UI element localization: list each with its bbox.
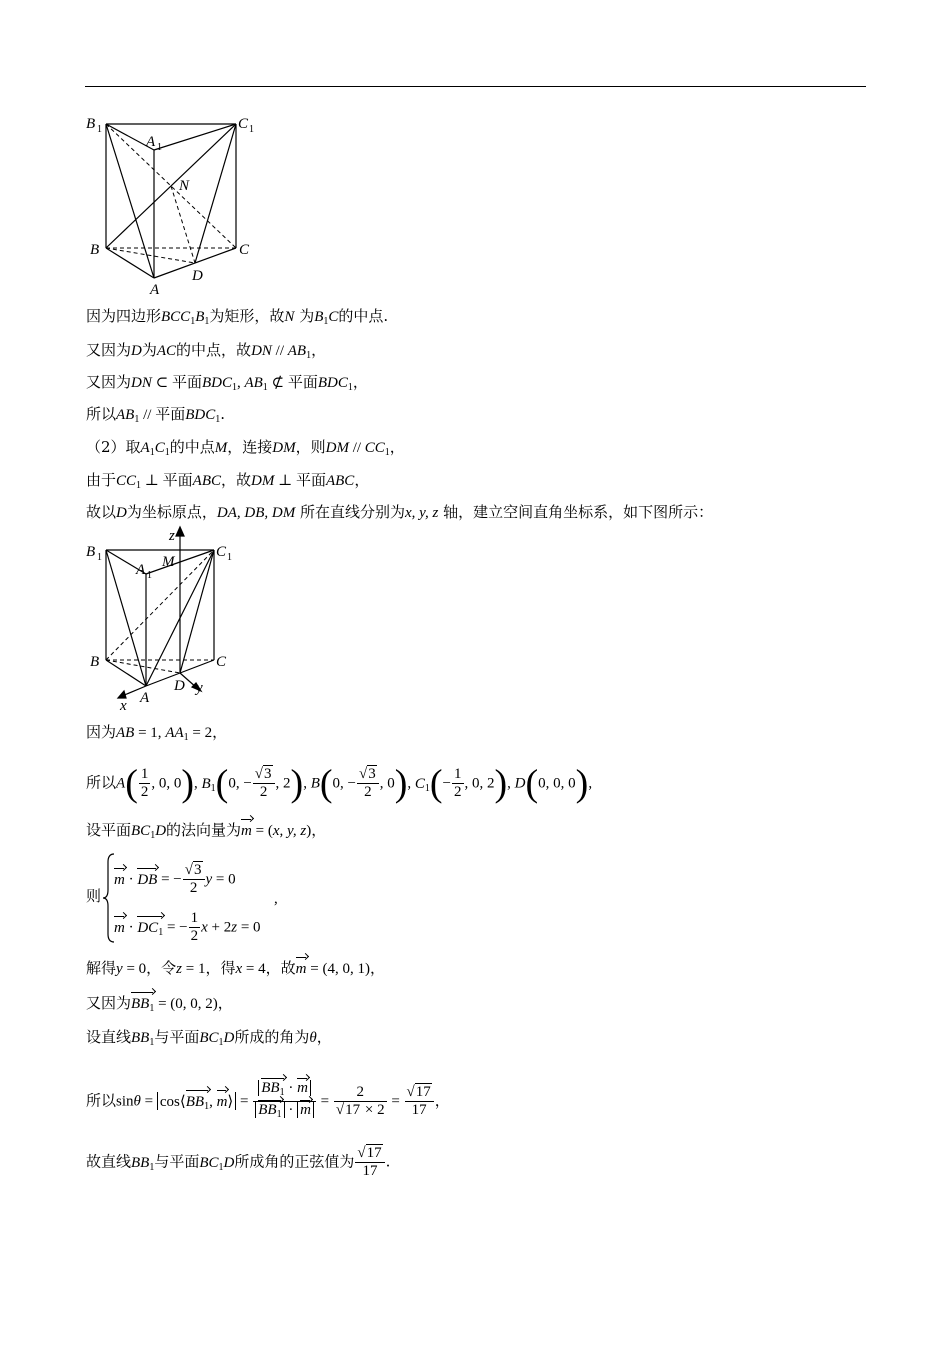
text-line-16-answer: 故直线$BB_1$与平面$BC_1D$所成角的正弦值为 $\frac{√17}{17}$ . (86, 1145, 391, 1179)
label-A: A (140, 690, 150, 706)
label-x: x (120, 698, 127, 714)
label-B1: B (86, 116, 96, 132)
label-N: N (179, 178, 190, 194)
label-D: D (192, 268, 203, 284)
text-line-13: 又因为$BB_1 = (0$, 0, 2)， (86, 993, 233, 1019)
text-line-4: 所以$AB_1$ // 平面$BDC_1$. (86, 405, 225, 425)
text-line-2: 又因为D为AC的中点，故DN // $AB_1$， (86, 341, 327, 361)
equation-comma: , (274, 891, 278, 907)
label-C1: C (238, 116, 249, 132)
equation-row-1: m · DB = − $\frac{√3}{2}$ y = 0 (114, 862, 236, 896)
label-B: B (90, 242, 100, 258)
label-C: C (239, 242, 250, 258)
header-rule (85, 86, 866, 87)
label-z: z (169, 528, 175, 544)
label-M: M (162, 554, 175, 570)
text-line-1: 因为四边形$BCC_1B_1$为矩形，故N 为$B_1C$的中点. (86, 307, 389, 327)
text-line-3: 又因为DN ⊂ 平面$BDC_1$, $AB_1$ ⊄ 平面$BDC_1$， (86, 373, 368, 393)
label-A1: A (146, 134, 156, 150)
prism-figure-1 (84, 108, 264, 300)
text-line-10: 设平面$BC_1D$的法向量为m = (x, y, z)， (86, 821, 327, 841)
svg-text:1: 1 (157, 142, 162, 153)
svg-text:1: 1 (147, 570, 152, 581)
label-A1: A (136, 562, 146, 578)
label-C: C (216, 654, 227, 670)
text-line-7: 故以D为坐标原点，DA, DB, DM 所在直线分别为x, y, z 轴，建立空间直角坐标系，如下图所示： (86, 503, 714, 521)
text-line-8: 因为AB = 1, $AA_1 = 2$， (86, 723, 228, 743)
text-line-14: 设直线$BB_1$与平面$BC_1D$所成的角为θ， (86, 1028, 332, 1048)
svg-text:1: 1 (97, 124, 102, 135)
svg-text:1: 1 (97, 552, 102, 563)
label-y: y (196, 680, 203, 696)
equation-row-2: $m \cdot DC_1$ = − $\frac{1}{2}$ x + 2z = 0 (114, 910, 261, 944)
text-line-15-sine: 所以$\sin\theta = \cos⟨BB_1$, m⟩ = $\frac{BB_1 \cdot m}{BB_1 \cdot m}$ = $\frac{2}{√17 \times 2}$ = $\frac{√17}{17}$ ， (86, 1080, 450, 1123)
text-line-5: （2）取$A_1C_1$的中点M，连接DM，则DM // $CC_1$， (86, 438, 405, 458)
label-C1: C (216, 544, 227, 560)
text-line-9-coordinates: 所以A( $\frac{1}{2}$ , 0, 0), $B_1(0$, − $\frac{√3}{2}$ , 2), B(0, − $\frac{√3}{2}$ , 0), $C_1(-$ $\frac{1}{2}$ , 0, 2), D(0, 0, 0), (86, 762, 593, 805)
svg-text:1: 1 (227, 552, 232, 563)
label-A: A (150, 282, 160, 298)
text-line-6: 由于$CC_1$ ⊥ 平面ABC，故DM ⊥ 平面ABC， (86, 471, 370, 491)
text-line-11-label: 则 (86, 887, 102, 905)
svg-text:1: 1 (249, 124, 254, 135)
label-B: B (90, 654, 100, 670)
label-B1: B (86, 544, 96, 560)
text-line-12: 解得y = 0，令z = 1，得x = 4，故m = (4, 0, 1)， (86, 959, 385, 977)
label-D: D (174, 678, 185, 694)
prism-figure-2 (84, 524, 254, 714)
